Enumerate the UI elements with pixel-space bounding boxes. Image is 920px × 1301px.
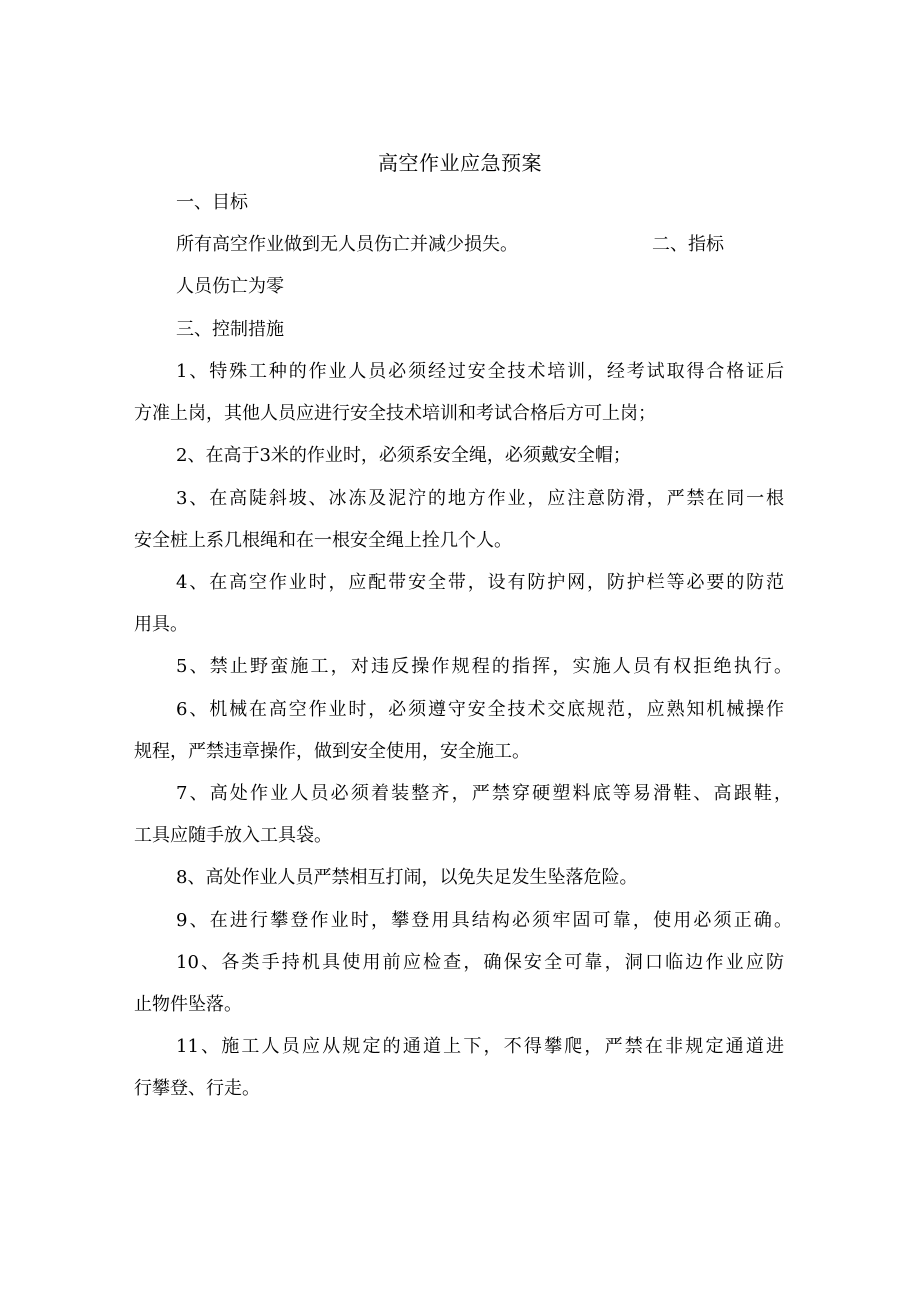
measure-1-line-1: 1、特殊工种的作业人员必须经过安全技术培训，经考试取得合格证后: [176, 361, 784, 382]
measure-11-line-2: 行攀登、行走。: [134, 1078, 260, 1099]
document-title: 高空作业应急预案: [378, 151, 542, 175]
goal-text: 所有高空作业做到无人员伤亡并减少损失。: [176, 234, 518, 255]
measure-4-line-2: 用具。: [134, 614, 188, 635]
measure-10-line-1: 10、各类手持机具使用前应检查，确保安全可靠，洞口临边作业应防: [176, 952, 784, 973]
measure-4-line-1: 4、在高空作业时，应配带安全带，设有防护网，防护栏等必要的防范: [176, 572, 784, 593]
measure-9-line-1: 9、在进行攀登作业时，攀登用具结构必须牢固可靠，使用必须正确。: [176, 910, 792, 931]
measure-5-line-1: 5、禁止野蛮施工，对违反操作规程的指挥，实施人员有权拒绝执行。: [176, 656, 792, 677]
measure-6-line-1: 6、机械在高空作业时，必须遵守安全技术交底规范，应熟知机械操作: [176, 699, 784, 720]
measure-7-line-1: 7、高处作业人员必须着装整齐，严禁穿硬塑料底等易滑鞋、高跟鞋，: [176, 783, 792, 804]
measure-3-line-2: 安全桩上系几根绳和在一根安全绳上拴几个人。: [134, 530, 512, 551]
measure-8-line-1: 8、高处作业人员严禁相互打闹，以免失足发生坠落危险。: [176, 867, 638, 888]
measure-10-line-2: 止物件坠落。: [134, 994, 242, 1015]
indicator-text: 人员伤亡为零: [176, 276, 284, 297]
indicator-heading: 二、指标: [652, 234, 724, 255]
measure-3-line-1: 3、在高陡斜坡、冰冻及泥泞的地方作业，应注意防滑，严禁在同一根: [176, 488, 784, 509]
measure-11-line-1: 11、施工人员应从规定的通道上下，不得攀爬，严禁在非规定通道进: [176, 1036, 784, 1057]
measure-2-line-1: 2、在高于3米的作业时，必须系安全绳，必须戴安全帽；: [176, 445, 631, 466]
goal-heading: 一、目标: [176, 192, 248, 213]
measure-6-line-2: 规程，严禁违章操作，做到安全使用，安全施工。: [134, 741, 530, 762]
measure-1-line-2: 方准上岗，其他人员应进行安全技术培训和考试合格后方可上岗；: [134, 403, 656, 424]
measures-heading: 三、控制措施: [176, 319, 284, 340]
measure-7-line-2: 工具应随手放入工具袋。: [134, 825, 332, 846]
